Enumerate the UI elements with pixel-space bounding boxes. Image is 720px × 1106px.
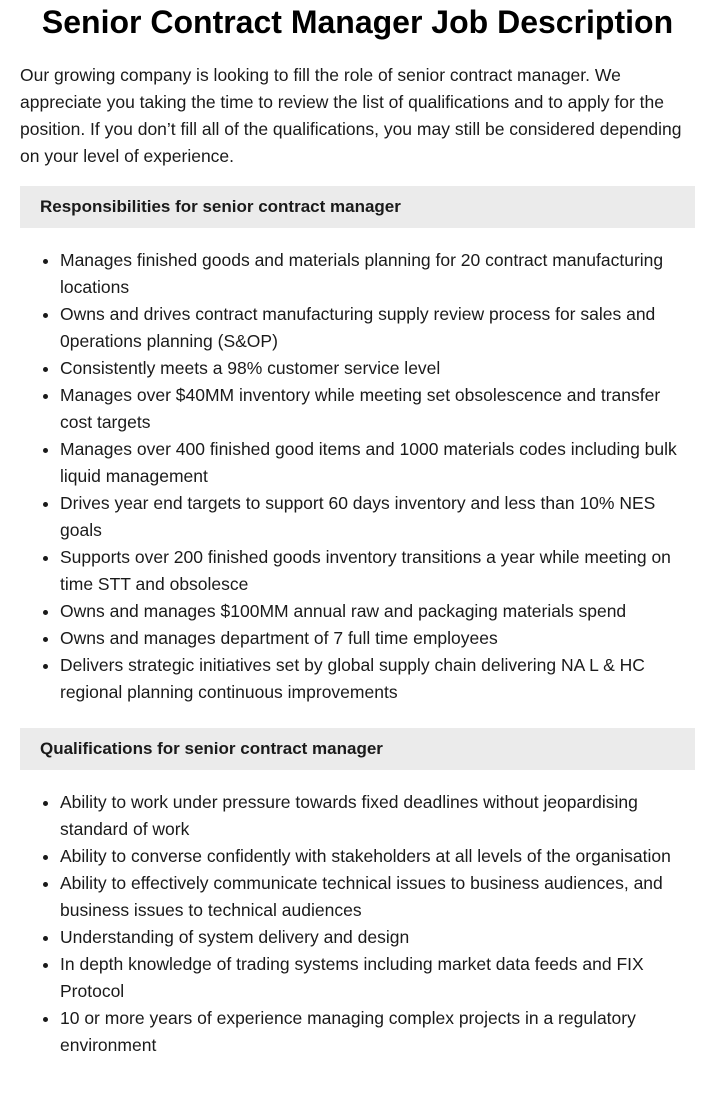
responsibilities-heading: Responsibilities for senior contract manager [20,186,695,228]
list-item: • Drives year end targets to support 60 days inventory and less than 10% NES goals [60,490,695,544]
list-item: • Ability to work under pressure towards fixed deadlines without jeopardising standard of work [60,789,695,843]
list-item: • Consistently meets a 98% customer service level [60,355,695,382]
page-title: Senior Contract Manager Job Description [41,4,674,40]
list-item: • Manages over 400 finished good items and 1000 materials codes including bulk liquid management [60,436,695,490]
list-item: • Delivers strategic initiatives set by global supply chain delivering NA L & HC regional planning continuous improvements [60,652,695,706]
list-item: • Manages finished goods and materials planning for 20 contract manufacturing locations [60,247,695,301]
qualifications-list [20,789,695,1059]
list-item: • Owns and drives contract manufacturing supply review process for sales and 0perations planning (S&OP) [60,301,695,355]
list-item: • Understanding of system delivery and design [60,924,695,951]
list-item: • Ability to effectively communicate technical issues to business audiences, and business issues to technical audiences [60,870,695,924]
qualifications-heading: Qualifications for senior contract manager [20,728,695,770]
intro-paragraph: Our growing company is looking to fill the role of senior contract manager. We appreciate you taking the time to review the list of qualifications and to apply for the position. If you don’t fill all of the qualifications, you may still be considered depending on your level of experience. [20,65,682,166]
list-item: • In depth knowledge of trading systems including market data feeds and FIX Protocol [60,951,695,1005]
list-item: • Ability to converse confidently with stakeholders at all levels of the organisation [60,843,695,870]
list-item: • 10 or more years of experience managing complex projects in a regulatory environment [60,1005,695,1059]
list-item: • Manages over $40MM inventory while meeting set obsolescence and transfer cost targets [60,382,695,436]
list-item: • Owns and manages department of 7 full time employees [60,625,695,652]
responsibilities-list [20,247,695,706]
list-item: • Supports over 200 finished goods inventory transitions a year while meeting on time STT and obsolesce [60,544,695,598]
list-item: • Owns and manages $100MM annual raw and packaging materials spend [60,598,695,625]
